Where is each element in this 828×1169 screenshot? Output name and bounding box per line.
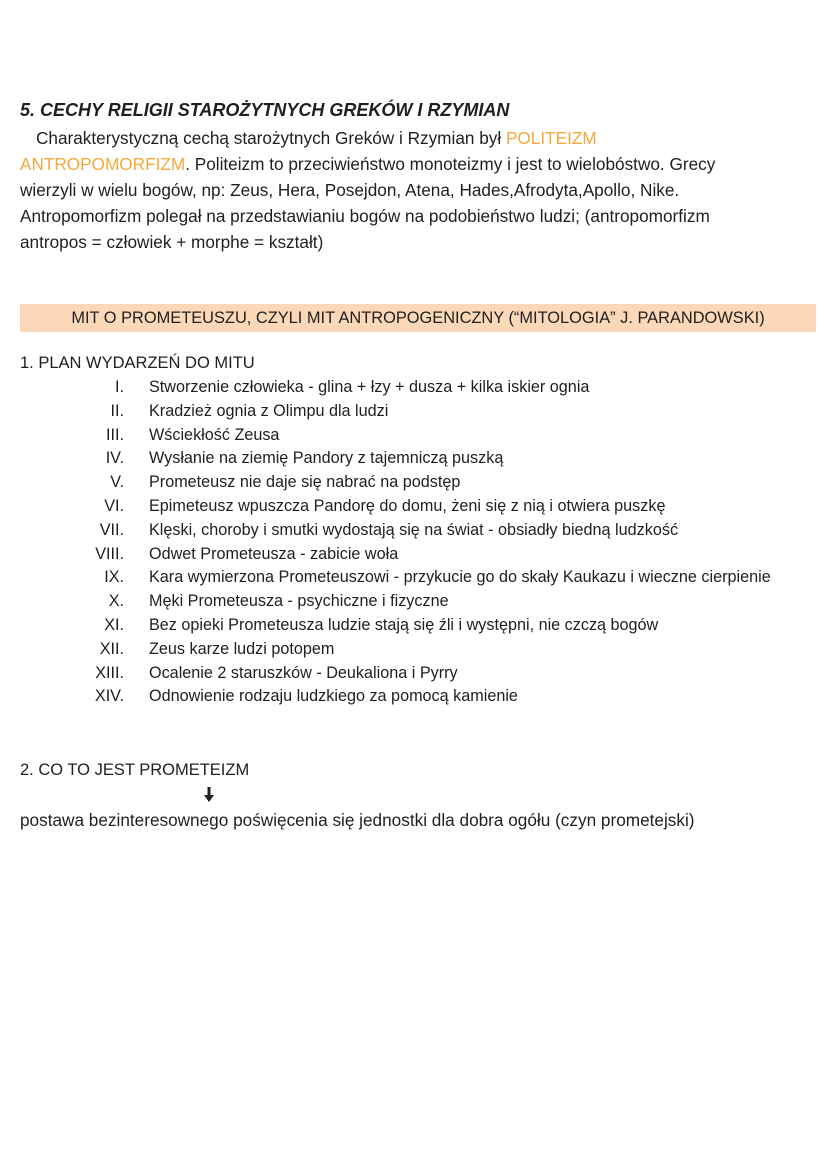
plan-item	[0, 376, 828, 400]
plan-item-text: Bez opieki Prometeusza ludzie stają się źli i występni, nie czczą bogów	[149, 615, 659, 634]
plan-item-number: XIII.	[95, 663, 124, 682]
term-politeizm: POLITEIZM	[505, 128, 597, 148]
plan-item	[0, 471, 828, 495]
plan-item-number: IV.	[105, 449, 124, 468]
plan-item-text: Męki Prometeusza - psychiczne i fizyczne	[149, 592, 449, 611]
intro-text: . Politeizm to przeciwieństwo monoteizmy i jest to wielobóstwo. Grecy	[185, 154, 716, 174]
plan-item	[0, 685, 828, 709]
plan-item	[0, 400, 828, 424]
plan-item-text: Epimeteusz wpuszcza Pandorę do domu, żeni się z nią i otwiera puszkę	[149, 496, 666, 515]
plan-item	[0, 519, 828, 543]
plan-item-number: XIV.	[94, 687, 124, 706]
plan-item-number: XI.	[104, 615, 124, 634]
prometeizm-definition: postawa bezinteresownego poświęcenia się jednostki dla dobra ogółu (czyn prometejski)	[20, 810, 695, 830]
intro-line-5: antropos = człowiek + morphe = kształt)	[20, 232, 324, 252]
prometeizm-heading: 2. CO TO JEST PROMETEIZM	[20, 761, 250, 779]
plan-item-text: Wysłanie na ziemię Pandory z tajemniczą puszką	[149, 449, 504, 468]
plan-item-number: IX.	[104, 568, 124, 587]
prometheus-myth-banner: MIT O PROMETEUSZU, CZYLI MIT ANTROPOGENICZNY (“MITOLOGIA” J. PARANDOWSKI)	[20, 304, 816, 332]
plan-item-text: Ocalenie 2 staruszków - Deukaliona i Pyrry	[149, 663, 458, 682]
plan-item	[0, 614, 828, 638]
plan-item	[0, 638, 828, 662]
plan-item-text: Stworzenie człowieka - glina + łzy + dusza + kilka iskier ognia	[149, 378, 590, 396]
plan-item-text: Odwet Prometeusza - zabicie woła	[149, 544, 399, 563]
plan-item	[0, 447, 828, 471]
term-antropomorfizm: ANTROPOMORFIZM	[20, 154, 186, 174]
plan-item-number: VI.	[104, 496, 124, 515]
plan-item-text: Kradzież ognia z Olimpu dla ludzi	[149, 401, 389, 420]
plan-item-number: II.	[110, 401, 124, 420]
plan-item	[0, 566, 828, 590]
plan-item-text: Klęski, choroby i smutki wydostają się na świat - obsiadły biedną ludzkość	[149, 520, 679, 539]
section-5-title: 5. CECHY RELIGII STAROŻYTNYCH GREKÓW I RZYMIAN	[20, 100, 510, 120]
plan-item-number: VIII.	[95, 544, 124, 563]
plan-item-number: III.	[106, 425, 124, 444]
plan-heading: 1. PLAN WYDARZEŃ DO MITU	[20, 354, 255, 372]
intro-line-3: wierzyli w wielu bogów, np: Zeus, Hera, Posejdon, Atena, Hades,Afrodyta,Apollo, Nike.	[20, 180, 680, 200]
plan-item	[0, 495, 828, 519]
plan-item-text: Odnowienie rodzaju ludzkiego za pomocą kamienie	[149, 687, 518, 706]
intro-text: Charakterystyczną cechą starożytnych Greków i Rzymian był	[36, 128, 506, 148]
plan-item-text: Kara wymierzona Prometeuszowi - przykucie go do skały Kaukazu i wieczne cierpienie	[149, 568, 771, 587]
plan-item	[0, 590, 828, 614]
plan-item	[0, 543, 828, 567]
plan-item-number: I.	[115, 378, 124, 396]
plan-item-number: V.	[110, 473, 124, 492]
plan-item-text: Zeus karze ludzi potopem	[149, 639, 335, 658]
intro-line-1	[20, 125, 820, 151]
plan-item	[0, 424, 828, 448]
plan-item-number: VII.	[99, 520, 124, 539]
plan-item-text: Prometeusz nie daje się nabrać na podstęp	[149, 473, 461, 492]
plan-item-number: X.	[108, 592, 124, 611]
plan-item-text: Wściekłość Zeusa	[149, 425, 280, 444]
arrow-down-icon	[203, 786, 215, 804]
intro-line-2	[20, 151, 820, 177]
plan-list	[0, 376, 828, 709]
plan-item	[0, 662, 828, 686]
plan-item-number: XII.	[99, 639, 124, 658]
intro-line-4: Antropomorfizm polegał na przedstawianiu bogów na podobieństwo ludzi; (antropomorfizm	[20, 206, 710, 226]
